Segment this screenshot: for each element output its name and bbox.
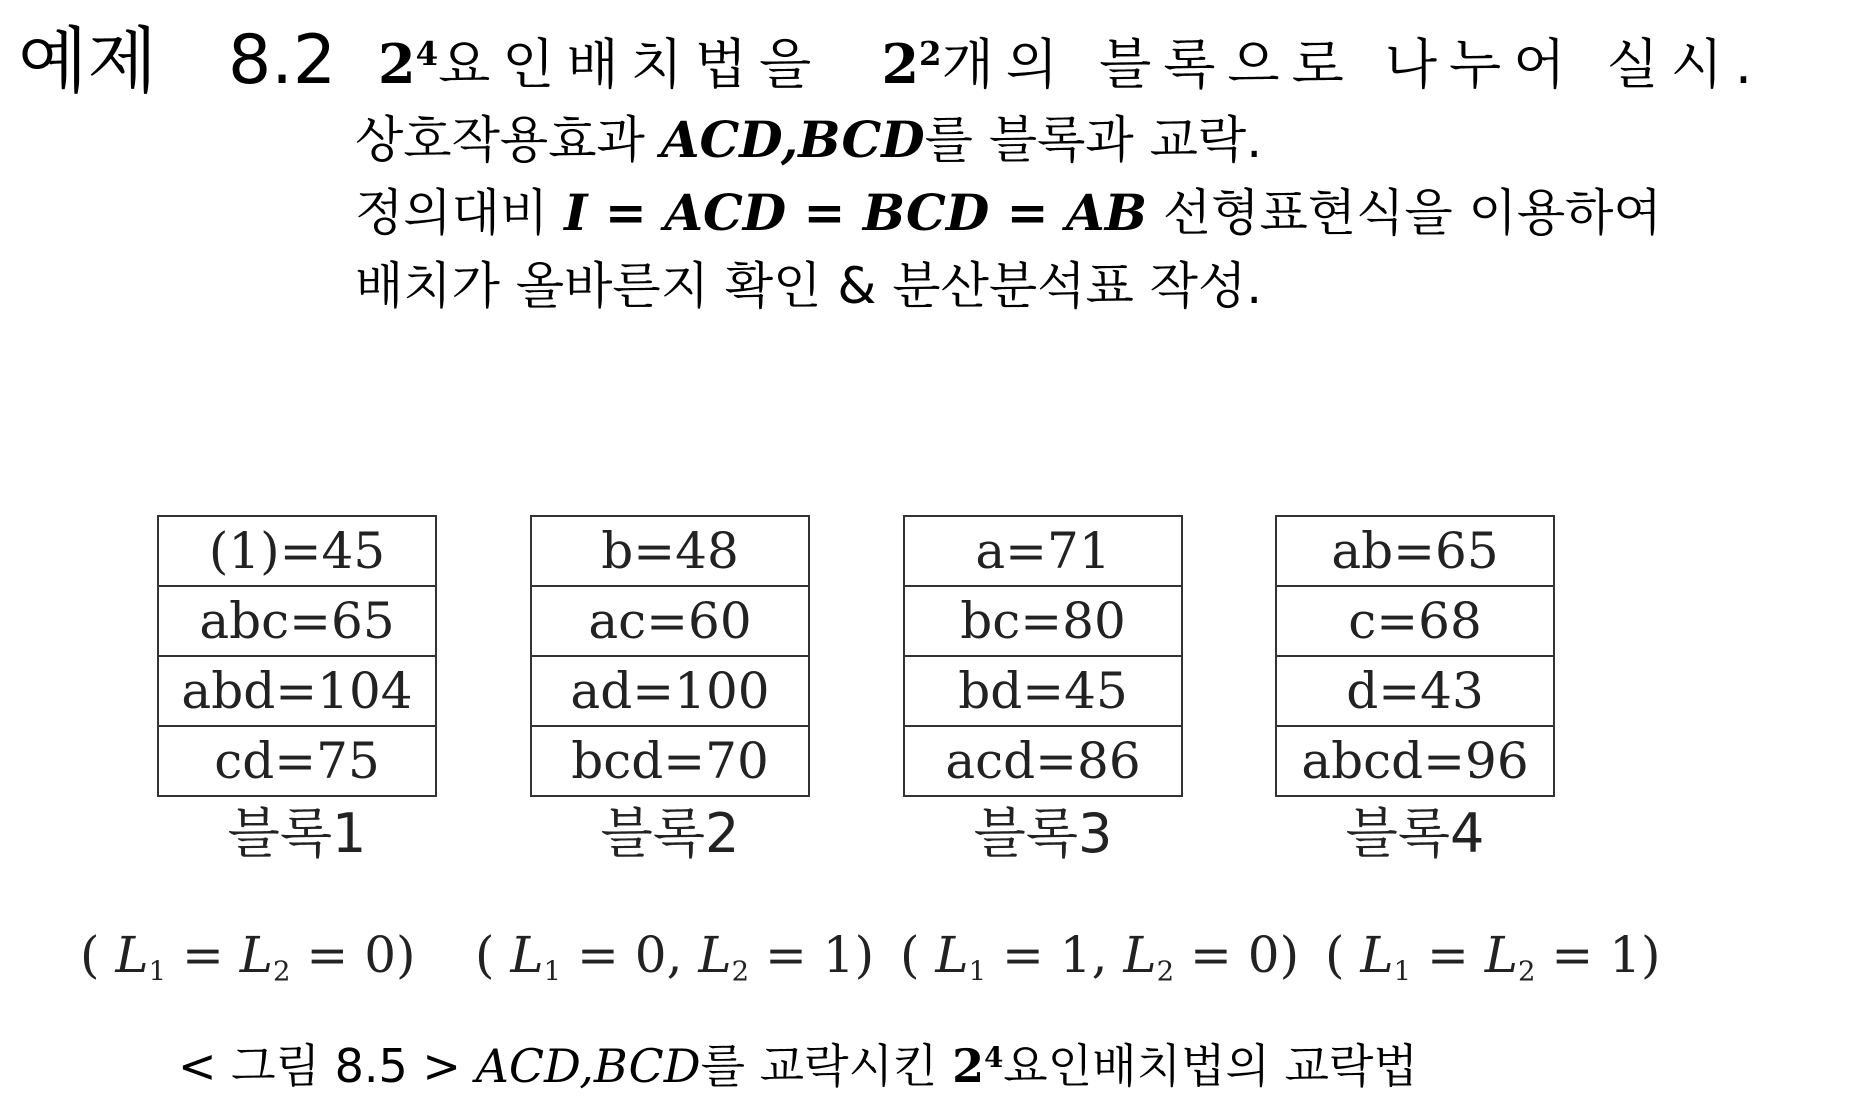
block-2-table bbox=[530, 515, 810, 797]
block-cell: bd=45 bbox=[904, 656, 1182, 726]
block-cell: ab=65 bbox=[1276, 516, 1554, 586]
block-cell: a=71 bbox=[904, 516, 1182, 586]
problem-statement-line4: 배치가 올바른지 확인 & 분산분석표 작성. bbox=[355, 257, 1263, 315]
block-cell: ac=60 bbox=[531, 586, 809, 656]
example-title bbox=[18, 16, 1848, 106]
caption-base: 2 bbox=[952, 1039, 985, 1093]
figure-caption bbox=[178, 1034, 1418, 1098]
block-label: 블록3 bbox=[973, 802, 1113, 865]
caption-prefix: < 그림 8.5 > bbox=[178, 1039, 476, 1093]
condition-value: 1 bbox=[1059, 926, 1092, 984]
block-label: 블록4 bbox=[1345, 802, 1485, 865]
condition-value: 1 bbox=[1609, 926, 1641, 984]
block-cell: abd=104 bbox=[158, 656, 436, 726]
defining-contrast: I = ACD = BCD = AB bbox=[564, 183, 1147, 242]
problem-statement-line3 bbox=[355, 183, 1662, 243]
problem-statement-line2 bbox=[355, 110, 1262, 170]
block-cell: d=43 bbox=[1276, 656, 1554, 726]
caption-suffix: 요인배치법의 교락법 bbox=[1003, 1039, 1418, 1093]
caption-math: ACD,BCD bbox=[475, 1039, 701, 1093]
condition-block-3: ( $L_1 = 1$, $L_2 = 0$) bbox=[900, 926, 1300, 988]
statement-text-b: 개의 블록으로 나누어 실시. bbox=[941, 33, 1765, 96]
line2-suffix: 를 블록과 교락. bbox=[924, 111, 1263, 169]
block-4 bbox=[1275, 515, 1555, 869]
line3-suffix: 선형표현식을 이용하여 bbox=[1146, 184, 1662, 242]
block-cell: ad=100 bbox=[531, 656, 809, 726]
example-label: 예제 bbox=[18, 19, 158, 103]
block-2 bbox=[530, 515, 810, 869]
example-number: 8.2 bbox=[228, 21, 337, 100]
factorial-exponent: 4 bbox=[415, 35, 439, 74]
confounded-effects: ACD,BCD bbox=[660, 110, 925, 169]
caption-exponent: 4 bbox=[984, 1040, 1004, 1074]
statement-text-a: 요인배치법을 bbox=[438, 33, 824, 96]
block-cell: acd=86 bbox=[904, 726, 1182, 796]
block-cell: abc=65 bbox=[158, 586, 436, 656]
block-cell: c=68 bbox=[1276, 586, 1554, 656]
block-cell: abcd=96 bbox=[1276, 726, 1554, 796]
block-3 bbox=[903, 515, 1183, 869]
blocks-base: 2 bbox=[881, 32, 920, 96]
block-cell: bcd=70 bbox=[531, 726, 809, 796]
block-diagram bbox=[0, 515, 1860, 875]
block-cell: cd=75 bbox=[158, 726, 436, 796]
blocks-exponent: 2 bbox=[919, 35, 942, 74]
block-3-table bbox=[903, 515, 1183, 797]
block-1 bbox=[157, 515, 437, 869]
block-cell: bc=80 bbox=[904, 586, 1182, 656]
condition-block-2: ( $L_1 = 0$, $L_2 = 1$) bbox=[475, 926, 875, 988]
block-conditions bbox=[80, 920, 1780, 990]
condition-value: 0 bbox=[364, 926, 396, 984]
factorial-base: 2 bbox=[378, 32, 416, 96]
block-cell: b=48 bbox=[531, 516, 809, 586]
line2-prefix: 상호작용효과 bbox=[355, 111, 661, 169]
block-4-table bbox=[1275, 515, 1555, 797]
line3-prefix: 정의대비 bbox=[355, 184, 565, 242]
block-label: 블록2 bbox=[600, 802, 740, 865]
block-cell: (1)=45 bbox=[158, 516, 436, 586]
condition-value: 0 bbox=[1247, 926, 1280, 984]
condition-block-4: ( $L_1 = L_2 = 1$) bbox=[1325, 926, 1661, 988]
condition-value: 0 bbox=[634, 926, 667, 984]
condition-block-1: ( $L_1 = L_2 = 0$) bbox=[80, 926, 416, 988]
caption-middle: 를 교락시킨 bbox=[700, 1039, 953, 1093]
condition-value: 1 bbox=[822, 926, 855, 984]
block-1-table bbox=[157, 515, 437, 797]
block-label: 블록1 bbox=[227, 802, 367, 865]
problem-statement-line1 bbox=[378, 34, 1764, 95]
